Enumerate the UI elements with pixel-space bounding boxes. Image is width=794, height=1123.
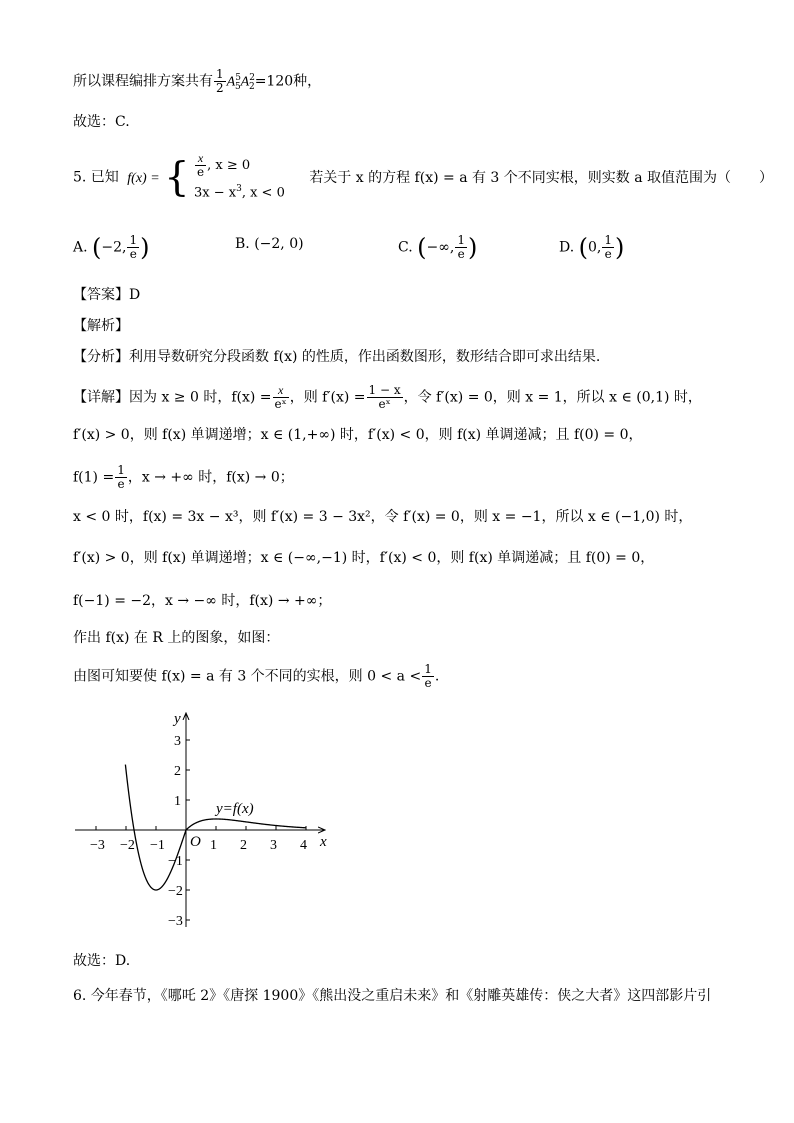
option-c[interactable]: C. (−∞, $\frac{1}{e}$ ): [398, 233, 478, 262]
fraction: $\frac{1}{2}$: [216, 67, 224, 96]
detail-line-8: 由图可知要使 f(x) = a 有 3 个不同的实根，则 0 < a < $\frac{1}{e}$ .: [73, 662, 440, 690]
detail-line-1: 【详解】因为 x ≥ 0 时，f(x) = $\frac{x}{\text{eˣ}}$ ，则 f′(x) = $\frac{1 - x}{\text{eˣ}}$ ，令 f′(x) = 0，则 x = 1，所以 x ∈ (0,1) 时，: [73, 383, 702, 411]
piecewise-cases: $\frac{x}{e}$ , x ≥ 0 $3x - x^3$, x < 0: [194, 151, 285, 201]
curve-label: y=f(x): [216, 801, 254, 817]
choice-d-line: 故选：D.: [73, 953, 131, 969]
detail-line-4: x < 0 时，f(x) = 3x − x³，则 f′(x) = 3 − 3x²，令 f′(x) = 0，则 x = −1，所以 x ∈ (−1,0) 时，: [73, 509, 693, 525]
text: 所以课程编排方案共有: [73, 73, 213, 90]
x-tick-label: 4: [300, 838, 307, 853]
answer-label: 【答案】D: [73, 287, 141, 303]
solution-line-1: 所以课程编排方案共有 $\frac{1}{2}$ $A^5_5A^2_2=120$种，: [73, 67, 322, 96]
x-axis-label: x: [320, 834, 327, 850]
analysis-summary: 【分析】利用导数研究分段函数 f(x) 的性质，作出函数图形，数形结合即可求出结果.: [73, 349, 601, 365]
question-5: 5. 已知 f(x) = { $\frac{x}{e}$ , x ≥ 0 $3x - x^3$, x < 0 若关于 x 的方程 f(x) = a 有 3 个不同实根，则实数 a 取值范围为（ ）: [73, 152, 773, 203]
perm-symbol: A: [226, 74, 236, 90]
y-tick-label: 2: [174, 764, 181, 779]
option-b[interactable]: B. (−2, 0): [235, 236, 304, 252]
x-tick-label: −3: [90, 838, 105, 853]
origin-label: O: [190, 834, 201, 850]
choice-c-line: 故选：C.: [73, 114, 130, 130]
x-tick-label: −1: [150, 838, 165, 853]
y-tick-label: −3: [168, 914, 183, 929]
option-a[interactable]: A. (−2, $\frac{1}{e}$ ): [73, 233, 150, 262]
detail-line-7: 作出 f(x) 在 R 上的图象，如图：: [73, 630, 280, 646]
x-tick-label: 1: [210, 838, 217, 853]
y-tick-label: −2: [168, 884, 183, 899]
detail-line-3: f(1) = $\frac{1}{e}$ ，x → +∞ 时，f(x) → 0；: [73, 463, 294, 491]
detail-line-2: f′(x) > 0，则 f(x) 单调递增；x ∈ (1,+∞) 时，f′(x) < 0，则 f(x) 单调递减；且 f(0) = 0，: [73, 427, 643, 443]
function-graph: [70, 705, 340, 939]
y-tick-label: 1: [174, 794, 181, 809]
analysis-heading: 【解析】: [73, 318, 129, 334]
option-d[interactable]: D. (0, $\frac{1}{e}$ ): [559, 233, 625, 262]
y-axis-label: y: [174, 711, 181, 727]
y-tick-label: −1: [168, 854, 183, 869]
detail-line-6: f(−1) = −2，x → −∞ 时，f(x) → +∞；: [73, 593, 332, 609]
question-6: 6. 今年春节，《哪吒 2》《唐探 1900》《熊出没之重启未来》和《射雕英雄传：侠之大者》这四部影片引: [73, 988, 712, 1004]
y-tick-label: 3: [174, 734, 181, 749]
detail-line-5: f′(x) > 0，则 f(x) 单调递增；x ∈ (−∞,−1) 时，f′(x) < 0，则 f(x) 单调递减；且 f(0) = 0，: [73, 550, 655, 566]
x-tick-label: 2: [240, 838, 247, 853]
x-tick-label: 3: [270, 838, 277, 853]
x-tick-label: −2: [120, 838, 135, 853]
